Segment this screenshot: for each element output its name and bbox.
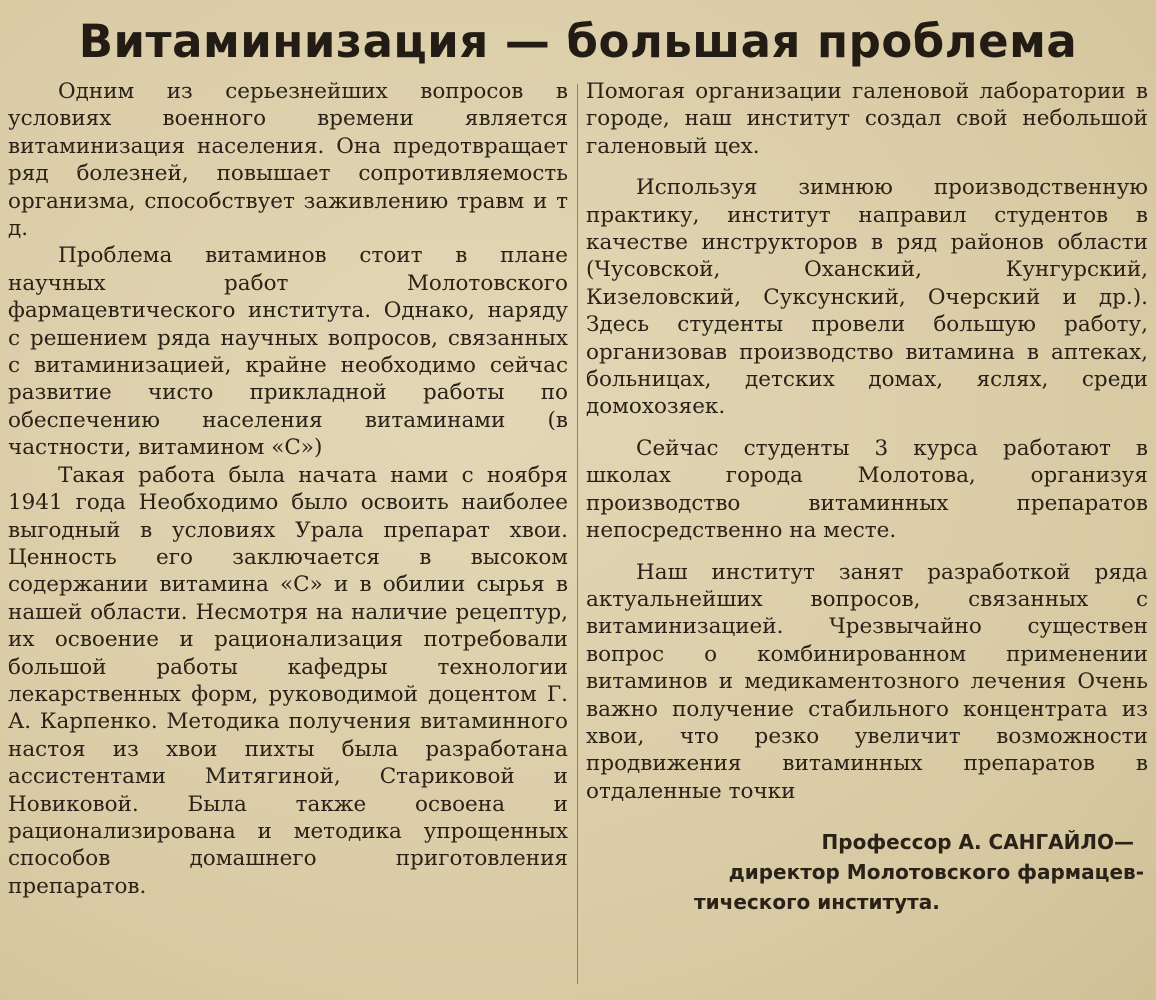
left-paragraph-3: Такая работа была начата нами с ноября 1941 года Необходимо было освоить наиболее выгодный в условиях Урала препарат хвои. Ценность его заключается в высоком содержании витамина «С» и в обилии сырья в нашей области. Несмотря на наличие рецептур, их освоение и рационализация потребовали большой работы кафедры технологии лекарственных форм, руководимой доцентом Г. А. Карпенко. Методика получения витаминного настоя из хвои пихты была разработана ассистентами Митягиной, Стариковой и Новиковой. Была также освоена и рационализирована и методика упрощенных способов домашнего приготовления препаратов. [8, 462, 568, 899]
signature-name: Профессор А. САНГАЙЛО— [821, 830, 1134, 855]
left-paragraph-1: Одним из серьезнейших вопросов в условиях военного времени является витаминизация населения. Она предотвращает ряд болезней, повышает сопротивляемость организма, способствует заживлению травм и т д. [8, 79, 568, 242]
column-divider [577, 84, 578, 984]
right-paragraph-1: Помогая организации галеновой лаборатории в городе, наш институт создал свой небольшой галеновый цех. [586, 79, 1148, 159]
author-signature [586, 827, 1148, 917]
left-paragraph-2: Проблема витаминов стоит в плане научных работ Молотовского фармацевтического института. Однако, наряду с решением ряда научных вопросов, связанных с витаминизацией, крайне необходимо сейчас развитие чисто прикладной работы по обеспечению населения витаминами (в частности, витамином «С») [8, 243, 568, 461]
signature-title-line1: директор Молотовского фармацев- [728, 860, 1144, 885]
right-paragraph-3: Сейчас студенты 3 курса работают в школах города Молотова, организуя производство витаминных препаратов непосредственно на месте. [586, 435, 1148, 544]
left-column [8, 78, 568, 900]
right-paragraph-2: Используя зимнюю производственную практику, институт направил студентов в качестве инструкторов в ряд районов области (Чусовской, Оханский, Кунгурский, Кизеловский, Суксунский, Очерский и др.). Здесь студенты провели большую работу, организовав производство витамина в аптеках, больницах, детских домах, яслях, среди домохозяек. [586, 175, 1148, 420]
signature-title-line2: тического института. [694, 890, 940, 915]
headline: Витаминизация — большая проблема [78, 15, 1078, 68]
right-paragraph-4: Наш институт занят разработкой ряда актуальнейших вопросов, связанных с витаминизацией. Чрезвычайно существен вопрос о комбинированном применении витаминов и медикаментозного лечения Очень важно получение стабильного концентрата из хвои, что резко увеличит возможности продвижения витаминных препаратов в отдаленные точки [586, 559, 1148, 804]
right-column [586, 78, 1148, 917]
